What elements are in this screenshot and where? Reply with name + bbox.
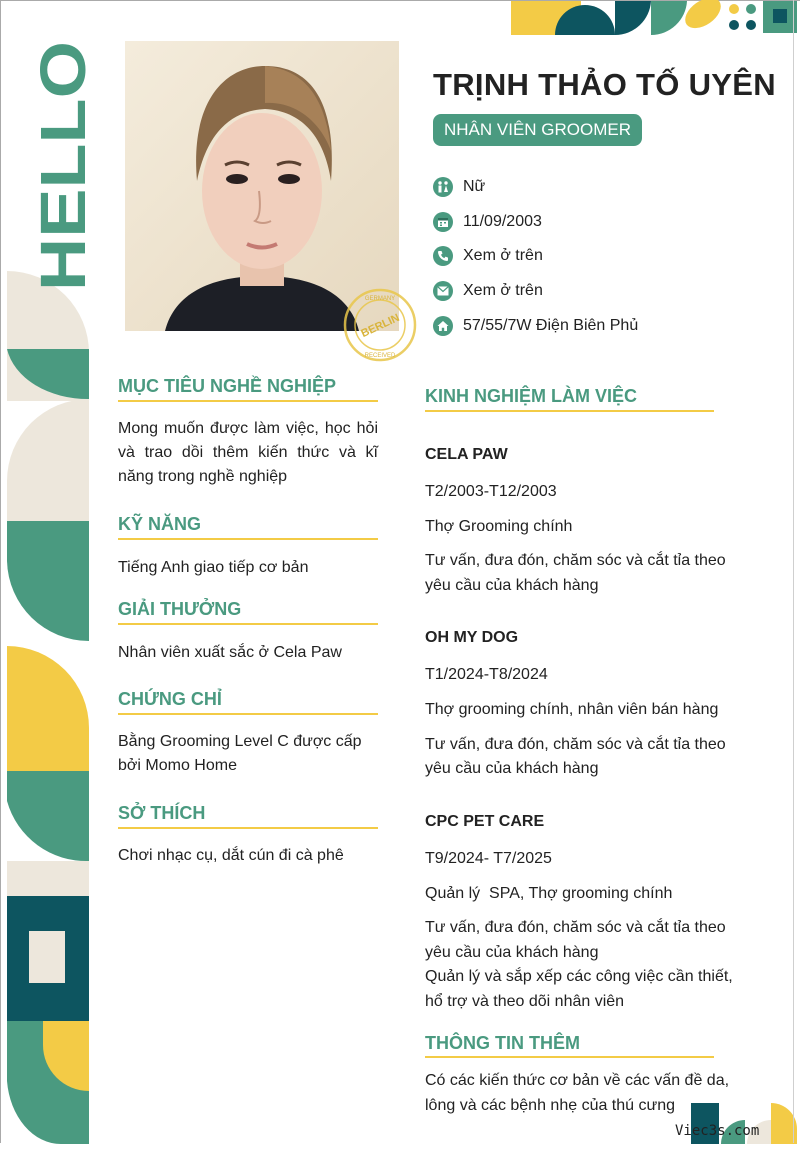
- job-period: T2/2003-T12/2003: [425, 483, 557, 500]
- phone-value: Xem ở trên: [463, 247, 543, 264]
- job-description-line-1: Tư vấn, đưa đón, chăm sóc và cắt tỉa theo: [425, 552, 726, 569]
- job-period: T1/2024-T8/2024: [425, 666, 548, 683]
- address-value: 57/55/7W Điện Biên Phủ: [463, 317, 639, 334]
- left-decoration-strip: [1, 1, 99, 1144]
- berlin-stamp: [341, 286, 419, 364]
- phone-icon: [433, 246, 453, 266]
- hello-vertical-text: [27, 41, 99, 293]
- info-birthdate: [433, 210, 773, 234]
- job-description-line-3: Quản lý và sắp xếp các công việc cần thiết,: [425, 968, 733, 985]
- extra-info-heading: THÔNG TIN THÊM: [425, 1033, 580, 1053]
- hobbies-text: Chơi nhạc cụ, dắt cún đi cà phê: [118, 847, 344, 864]
- job-company: OH MY DOG: [425, 629, 519, 646]
- experience-underline: [425, 410, 714, 412]
- email-icon: [433, 281, 453, 301]
- skills-underline: [118, 538, 378, 540]
- birthdate-value: 11/09/2003: [463, 213, 542, 230]
- job-position: Thợ grooming chính, nhân viên bán hàng: [425, 701, 719, 718]
- svg-text:HELLO: HELLO: [27, 74, 99, 291]
- experience-heading: KINH NGHIỆM LÀM VIỆC: [425, 386, 638, 406]
- watermark: Viec3s.com: [675, 1123, 760, 1139]
- job-description-line-2: yêu cầu của khách hàng: [425, 944, 599, 961]
- skills-heading: KỸ NĂNG: [118, 514, 202, 534]
- job-company: CELA PAW: [425, 446, 508, 463]
- extra-info-line-2: lông và các bệnh nhẹ của thú cưng: [425, 1097, 675, 1114]
- top-decoration: [511, 1, 801, 37]
- job-description-line-2: yêu cầu của khách hàng: [425, 760, 599, 777]
- svg-text:GERMANY: GERMANY: [364, 296, 396, 302]
- job-title-badge: NHÂN VIÊN GROOMER: [433, 114, 642, 146]
- awards-text: Nhân viên xuất sắc ở Cela Paw: [118, 644, 342, 661]
- job-position: Thợ Grooming chính: [425, 518, 573, 535]
- page-edge: [793, 0, 794, 1143]
- extra-info-underline: [425, 1056, 714, 1058]
- certificates-text: [118, 730, 380, 778]
- email-value: Xem ở trên: [463, 282, 543, 299]
- awards-underline: [118, 623, 378, 625]
- info-gender: [433, 175, 773, 199]
- certificates-line-2: bởi Momo Home: [118, 757, 237, 774]
- job-description-line-2: yêu cầu của khách hàng: [425, 577, 599, 594]
- info-phone: [433, 244, 773, 268]
- hobbies-heading: SỞ THÍCH: [118, 803, 206, 823]
- job-company: CPC PET CARE: [425, 813, 545, 830]
- job-period: T9/2024- T7/2025: [425, 850, 552, 867]
- hobbies-underline: [118, 827, 378, 829]
- skills-text: Tiếng Anh giao tiếp cơ bản: [118, 559, 309, 576]
- certificates-heading: CHỨNG CHỈ: [118, 689, 222, 709]
- certificates-line-1: Bằng Grooming Level C được cấp: [118, 733, 362, 750]
- info-address: [433, 314, 773, 338]
- job-description-line-1: Tư vấn, đưa đón, chăm sóc và cắt tỉa theo: [425, 736, 726, 753]
- svg-text:RECEIVED: RECEIVED: [364, 353, 396, 359]
- objective-text: Mong muốn được làm việc, học hỏi và trao dồi thêm kiến thức và kĩ năng trong nghề nghiệp: [118, 420, 378, 485]
- home-icon: [433, 316, 453, 336]
- awards-heading: GIẢI THƯỞNG: [118, 599, 242, 619]
- info-email: [433, 279, 773, 303]
- objective-underline: [118, 400, 378, 402]
- gender-value: Nữ: [463, 178, 486, 195]
- calendar-icon: [433, 212, 453, 232]
- svg-text:BERLIN: BERLIN: [359, 311, 402, 340]
- job-description-line-4: hổ trợ và theo dõi nhân viên: [425, 993, 625, 1010]
- gender-icon: [433, 177, 453, 197]
- job-description-line-1: Tư vấn, đưa đón, chăm sóc và cắt tỉa theo: [425, 919, 726, 936]
- candidate-name: TRỊNH THẢO TỐ UYÊN: [433, 67, 776, 102]
- objective-heading: MỤC TIÊU NGHỀ NGHIỆP: [118, 376, 337, 396]
- certificates-underline: [118, 713, 378, 715]
- job-position: Quản lý SPA, Thợ grooming chính: [425, 885, 673, 902]
- extra-info-line-1: Có các kiến thức cơ bản về các vấn đề da,: [425, 1072, 730, 1089]
